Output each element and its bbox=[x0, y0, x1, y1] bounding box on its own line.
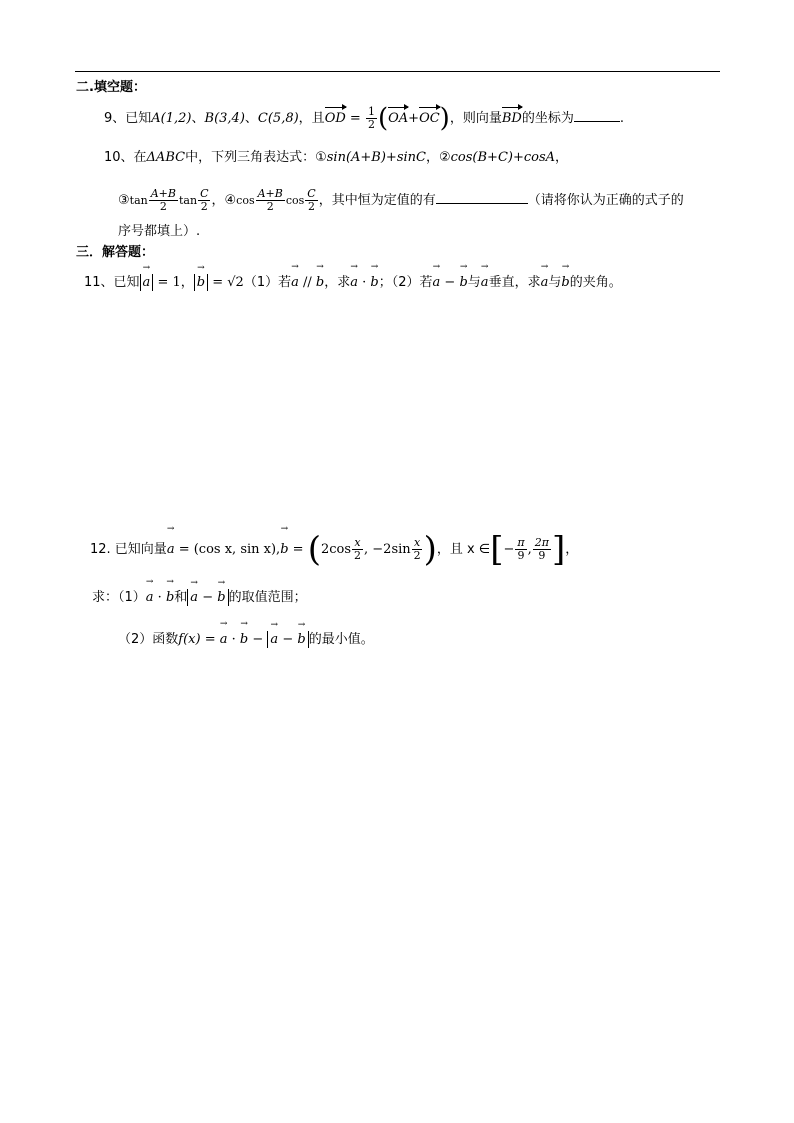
q10-hint-line: 序号都填上）. bbox=[118, 224, 201, 239]
vector-b: → b bbox=[297, 631, 305, 648]
tan-fn: tan bbox=[129, 194, 148, 207]
q12-eq: = bbox=[200, 632, 220, 647]
q11-text: 的夹角。 bbox=[569, 275, 622, 290]
frac-num: C bbox=[200, 187, 209, 200]
vector-b: → b bbox=[316, 273, 324, 293]
vector-a: → a bbox=[143, 274, 151, 291]
minus-sign: − bbox=[278, 632, 298, 647]
point-c: C(5,8) bbox=[257, 111, 299, 126]
circled-4: ④ bbox=[224, 193, 237, 208]
cos-fn: cos bbox=[236, 194, 255, 207]
frac-den: 9 bbox=[538, 549, 546, 562]
q12-neg: − bbox=[503, 542, 515, 557]
minus-sign: − bbox=[248, 632, 268, 647]
q11-part1: （1）若 bbox=[243, 275, 292, 290]
q9-sep: 、 bbox=[191, 111, 205, 126]
vector-a: → a bbox=[167, 535, 175, 565]
q12-term: 2cos bbox=[320, 542, 352, 557]
function-f: f(x) bbox=[178, 632, 201, 647]
q12-eq: = bbox=[288, 542, 308, 557]
q12-end: ， bbox=[565, 542, 579, 557]
vector-a: → a bbox=[291, 273, 299, 293]
vector-b: → b bbox=[459, 273, 467, 293]
q12-part1-label: 求：（1） bbox=[92, 590, 146, 605]
frac-a-plus-b bbox=[256, 188, 285, 213]
q11-eq: = 1 bbox=[153, 275, 181, 290]
frac-num: x bbox=[414, 536, 421, 549]
triangle-abc: ΔABC bbox=[146, 150, 186, 165]
frac-num: 1 bbox=[367, 105, 375, 118]
question-10-line2 bbox=[118, 188, 684, 213]
minus-sign: − bbox=[440, 275, 460, 290]
q9-number: 9、已知 bbox=[104, 111, 152, 126]
vector-oa: OA bbox=[388, 107, 408, 129]
vector-a: → a bbox=[270, 631, 278, 648]
q10-hint: （请将你认为正确的式子的 bbox=[527, 193, 684, 208]
vector-a: → a bbox=[146, 588, 154, 608]
frac-den: 2 bbox=[367, 118, 375, 131]
q10-number: 10、在 bbox=[104, 150, 147, 165]
circled-2: ② bbox=[439, 150, 451, 165]
q12-cond: ，且 x ∈ bbox=[436, 542, 491, 557]
minus-sign: − bbox=[198, 590, 218, 605]
q9-sep: 、 bbox=[244, 111, 258, 126]
vector-b: → b bbox=[217, 589, 225, 606]
vector-b: → b bbox=[197, 274, 205, 291]
point-a: A(1,2) bbox=[151, 111, 192, 126]
q12-text: 的最小值。 bbox=[308, 632, 374, 647]
q12-comma: , bbox=[527, 542, 532, 557]
vector-b: → b bbox=[166, 588, 174, 608]
frac-x-half bbox=[352, 537, 363, 562]
question-12 bbox=[90, 529, 579, 570]
fraction-half bbox=[366, 106, 377, 131]
circled-3: ③ bbox=[118, 193, 130, 208]
vector-b: → b bbox=[240, 630, 248, 650]
dot-sign: · bbox=[358, 275, 371, 290]
q12-number: 12. 已知向量 bbox=[90, 542, 167, 557]
q11-eq: = √2 bbox=[208, 275, 244, 290]
section2-title: 二.填空题： bbox=[76, 80, 146, 95]
question-10 bbox=[104, 148, 568, 168]
point-b: B(3,4) bbox=[204, 111, 245, 126]
frac-den: 2 bbox=[159, 200, 167, 213]
frac-c bbox=[198, 188, 210, 213]
question-9: 9、已知A(1,2)、B(3,4)、C(5,8)，且OD = $\frac{1}{2}$ (OA+OC)，则向量BD的坐标为 . bbox=[104, 103, 624, 134]
circled-1: ① bbox=[315, 150, 327, 165]
q9-end: . bbox=[619, 111, 624, 126]
q9-text: ，则向量 bbox=[449, 111, 502, 126]
vector-a: → a bbox=[481, 273, 489, 293]
q11-comma: ， bbox=[180, 275, 194, 290]
vector-oc: OC bbox=[419, 107, 440, 129]
bracket-right: ] bbox=[552, 529, 566, 570]
frac-den: 2 bbox=[354, 549, 362, 562]
q11-number: 11、已知 bbox=[84, 275, 140, 290]
q12-term: , −2sin bbox=[364, 542, 411, 557]
q12-text: 的取值范围； bbox=[228, 590, 307, 605]
q10-text: ，其中恒为定值的有 bbox=[318, 193, 436, 208]
expr-1: sin(A+B)+sinC bbox=[326, 150, 426, 165]
paren-right: ) bbox=[423, 529, 437, 570]
frac-x-half bbox=[412, 537, 423, 562]
q10-text: 中，下列三角表达式： bbox=[185, 150, 316, 165]
parallel-sign: // bbox=[298, 275, 316, 290]
q9-text: ，且 bbox=[298, 111, 325, 126]
cos-fn: cos bbox=[285, 194, 305, 207]
section3-title: 三．解答题： bbox=[76, 245, 155, 260]
q10-comma: ， bbox=[211, 193, 225, 208]
vector-a: → a bbox=[190, 589, 198, 606]
frac-den: 2 bbox=[200, 200, 208, 213]
frac-a-plus-b bbox=[149, 188, 178, 213]
frac-c bbox=[305, 188, 317, 213]
q10-comma: ， bbox=[425, 150, 439, 165]
q10-comma: ， bbox=[555, 150, 569, 165]
q11-text: 与 bbox=[548, 275, 562, 290]
q11-text: ，求 bbox=[324, 275, 351, 290]
q12-text: 和 bbox=[174, 590, 188, 605]
vector-a: → a bbox=[350, 273, 358, 293]
top-rule bbox=[75, 71, 720, 72]
question-11 bbox=[84, 273, 622, 293]
vector-a: → a bbox=[541, 273, 549, 293]
vector-b: → b bbox=[561, 273, 569, 293]
q12-part2-label: （2）函数 bbox=[118, 632, 179, 647]
answer-blank-10[interactable] bbox=[436, 190, 528, 204]
frac-num: 2π bbox=[534, 536, 549, 549]
q9-eq: = bbox=[345, 111, 365, 126]
frac-2pi-9 bbox=[533, 537, 551, 562]
q11-text: 垂直，求 bbox=[488, 275, 541, 290]
vector-od: OD bbox=[325, 107, 346, 129]
frac-num: x bbox=[354, 536, 361, 549]
vector-a: → a bbox=[220, 630, 228, 650]
frac-num: A+B bbox=[257, 187, 283, 200]
expr-2: cos(B+C)+cosA bbox=[450, 150, 556, 165]
paren-left: ( bbox=[307, 529, 321, 570]
frac-den: 2 bbox=[266, 200, 274, 213]
q9-text: 的坐标为 bbox=[521, 111, 574, 126]
frac-pi-9 bbox=[515, 537, 526, 562]
frac-num: A+B bbox=[150, 187, 176, 200]
answer-blank-9[interactable] bbox=[574, 108, 620, 122]
frac-den: 9 bbox=[517, 549, 525, 562]
vector-a-value: = (cos x, sin x), bbox=[174, 542, 281, 557]
frac-num: π bbox=[517, 536, 525, 549]
question-12-part2 bbox=[118, 630, 374, 650]
vector-a: → a bbox=[433, 273, 441, 293]
q11-text: 与 bbox=[467, 275, 481, 290]
q9-plus: + bbox=[408, 111, 420, 126]
vector-b: → b bbox=[370, 273, 378, 293]
q11-part2: ；（2）若 bbox=[378, 275, 433, 290]
question-12-part1 bbox=[92, 588, 307, 608]
dot-sign: · bbox=[227, 632, 240, 647]
bracket-left: [ bbox=[490, 529, 504, 570]
vector-bd: BD bbox=[502, 107, 522, 129]
frac-num: C bbox=[307, 187, 316, 200]
dot-sign: · bbox=[153, 590, 166, 605]
frac-den: 2 bbox=[413, 549, 421, 562]
tan-fn: tan bbox=[178, 194, 198, 207]
vector-b: → b bbox=[280, 535, 288, 565]
frac-den: 2 bbox=[307, 200, 315, 213]
